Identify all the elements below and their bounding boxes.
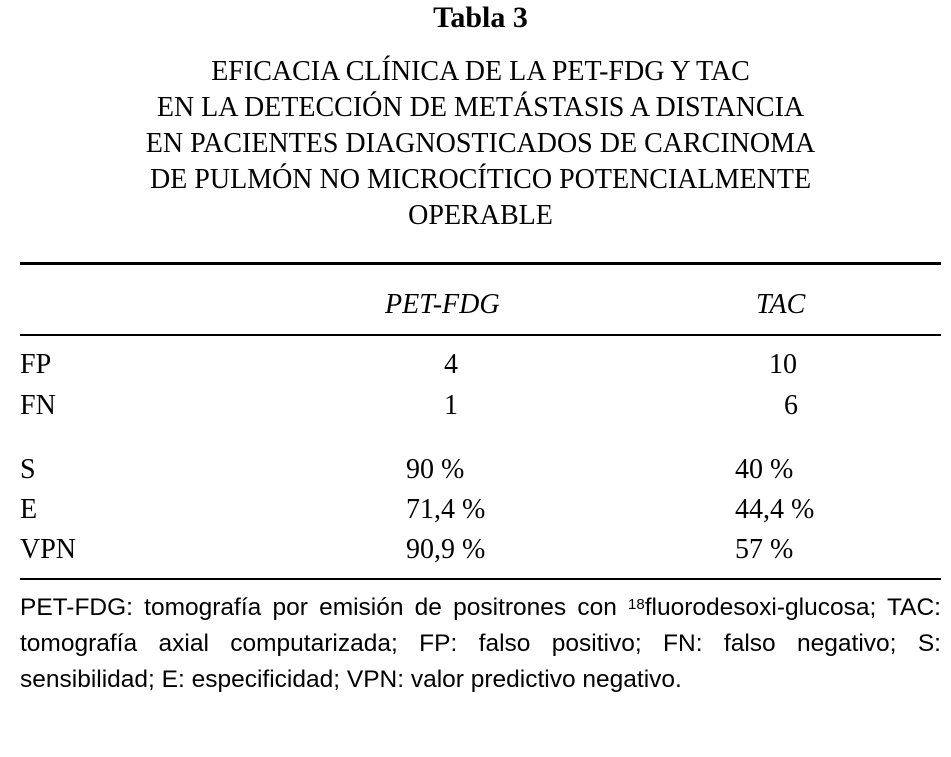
cell-fp-tac: 10 xyxy=(769,349,797,380)
row-label-s: S xyxy=(20,454,36,485)
column-header-pet-fdg: PET-FDG xyxy=(385,289,500,320)
row-label-fp: FP xyxy=(20,349,52,380)
cell-e-tac: 44,4 % xyxy=(735,494,815,525)
title-line: EFICACIA CLÍNICA DE LA PET-FDG Y TAC xyxy=(211,56,750,87)
cell-e-pet: 71,4 % xyxy=(406,494,486,525)
title-line: DE PULMÓN NO MICROCÍTICO POTENCIALMENTE xyxy=(149,164,812,195)
table-number: Tabla 3 xyxy=(433,1,528,34)
top-rule xyxy=(20,262,941,265)
footnote-superscript: 18 xyxy=(628,596,645,613)
row-label-e: E xyxy=(20,494,38,525)
row-label-fn: FN xyxy=(20,390,56,421)
cell-fp-pet: 4 xyxy=(444,349,458,380)
title-line: EN PACIENTES DIAGNOSTICADOS DE CARCINOMA xyxy=(145,128,816,159)
bottom-rule xyxy=(20,578,941,580)
column-header-tac: TAC xyxy=(756,289,806,320)
footnote-text-rest: fluorodesoxi-glucosa; TAC: tomografía axial computarizada; FP: falso positivo; FN: falso negativo; S: sensibilidad; E: especificidad; VPN: valor predictivo negativo. xyxy=(20,594,941,693)
row-label-vpn: VPN xyxy=(20,534,77,565)
title-line: OPERABLE xyxy=(408,200,553,231)
title-line: EN LA DETECCIÓN DE METÁSTASIS A DISTANCIA xyxy=(156,92,805,123)
cell-fn-pet: 1 xyxy=(444,390,458,421)
cell-s-pet: 90 % xyxy=(406,454,465,485)
cell-vpn-tac: 57 % xyxy=(735,534,794,565)
header-rule xyxy=(20,334,941,336)
table-title xyxy=(20,54,941,234)
cell-vpn-pet: 90,9 % xyxy=(406,534,486,565)
footnote-text-start: PET-FDG: tomografía por emisión de positrones con xyxy=(20,594,629,621)
table-footnote xyxy=(20,590,941,698)
cell-fn-tac: 6 xyxy=(784,390,798,421)
cell-s-tac: 40 % xyxy=(735,454,794,485)
